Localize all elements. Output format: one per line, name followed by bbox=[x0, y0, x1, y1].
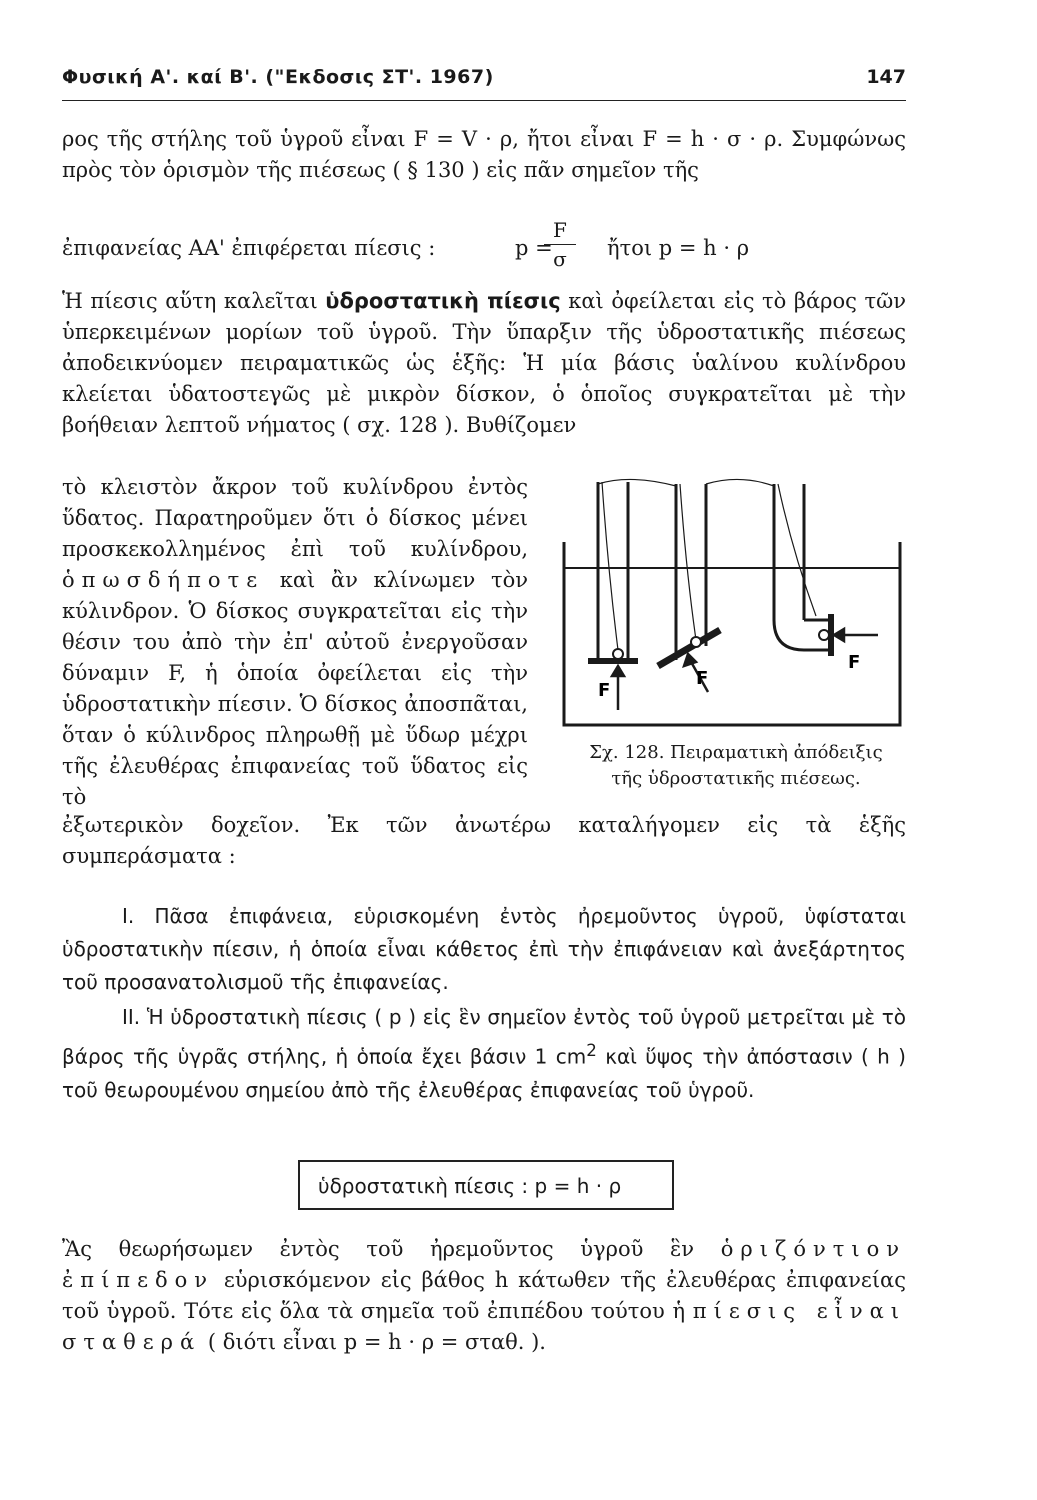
spaced-phrase-2: πίεσις εἶναι σταθερά bbox=[62, 1299, 906, 1354]
spaced-phrase-1: ὁριζόντιον ἐπίπεδον bbox=[62, 1237, 906, 1292]
term-hydrostatic-pressure: ὑδροστατικὴ πίεσις bbox=[325, 289, 561, 313]
paragraph-3 bbox=[62, 472, 528, 813]
paragraph-2-start: Ἡ πίεσις αὕτη καλεῖται bbox=[62, 289, 318, 313]
conclusion-2-end: καὶ ὕψος τὴν ἀπόστασιν ( h ) τοῦ θεωρουμένου σημείου ἀπὸ τῆς ἐλευθέρας ἐπιφανείας τοῦ ὑγροῦ. bbox=[62, 1044, 906, 1102]
figure-caption bbox=[556, 740, 916, 792]
thread-1 bbox=[602, 482, 618, 650]
thread-top-2 bbox=[706, 479, 774, 486]
paragraph-2 bbox=[62, 286, 906, 441]
force-arrow-3-head bbox=[834, 629, 844, 641]
force-arrow-2-head bbox=[684, 654, 696, 666]
pressure-formula bbox=[62, 218, 906, 278]
running-title: Φυσική Α'. καί Β'. ("Εκδοσις ΣΤ'. 1967) bbox=[62, 66, 494, 88]
fraction-bar bbox=[544, 244, 576, 245]
header-rule bbox=[62, 100, 906, 101]
paragraph-3-start: τὸ κλειστὸν ἄκρον τοῦ κυλίνδρου ἐντὸς ὕδατος. Παρατηροῦμεν ὅτι ὁ δίσκος μένει προσκεκολλημένος ἐπὶ τοῦ κυλίνδρου, bbox=[62, 475, 528, 561]
disk-3-knob bbox=[819, 630, 829, 640]
disk-1 bbox=[588, 658, 638, 664]
paragraph-3-rest: καὶ ἂν κλίνωμεν τὸν κύλινδρον. Ὁ δίσκος συγκρατεῖται εἰς τὴν θέσιν του ἀπὸ τὴν ἐπ' αὐτοῦ ἐνεργοῦσαν δύναμιν F, ἡ ὁποία ὀφείλεται εἰς τὴν ὑδροστατικὴν πίεσιν. Ὁ δίσκος ἀποσπᾶται, ὅταν ὁ κύλινδρος πληρωθῇ μὲ ὕδωρ μέχρι τῆς ἐλευθέρας ἐπιφανείας τοῦ ὕδατος εἰς τὸ bbox=[62, 568, 528, 809]
experiment-diagram bbox=[560, 470, 906, 738]
page-number: 147 bbox=[866, 66, 906, 88]
paragraph-2-rest: καὶ ὀφείλεται εἰς τὸ βάρος τῶν ὑπερκειμένων μορίων τοῦ ὑγροῦ. Τὴν ὕπαρξιν τῆς ὑδροστατικῆς πιέσεως ἀποδεικνύομεν πειραματικῶς ὡς ἑξῆς: Ἡ μία βάσις ὑαλίνου κυλίνδρου κλείεται ὑδατοστεγῶς μὲ μικρὸν δίσκον, ὁ ὁποῖος συγκρατεῖται μὲ τὴν βοήθειαν λεπτοῦ νήματος ( σχ. 128 ). Βυθίζομεν bbox=[62, 289, 906, 437]
formula-tail: ἤτοι p = h · ρ bbox=[607, 236, 750, 260]
paragraph-5-middle: εὑρισκόμενον εἰς βάθος h κάτωθεν τῆς ἐλευθέρας ἐπιφανείας τοῦ ὑγροῦ. Τότε εἰς ὅλα τὰ σημεῖα τοῦ ἐπιπέδου τούτου ἡ bbox=[62, 1268, 906, 1323]
figure-128 bbox=[560, 470, 906, 738]
force-label-1: F bbox=[598, 680, 611, 701]
thread-3 bbox=[778, 484, 816, 616]
formula-lead-text: ἐπιφανείας ΑΑ' ἐπιφέρεται πίεσις : bbox=[62, 236, 436, 260]
fraction-denominator: σ bbox=[553, 247, 567, 271]
vessel-outline bbox=[564, 542, 900, 725]
thread-top-1 bbox=[598, 479, 676, 486]
force-label-2: F bbox=[696, 668, 709, 689]
boxed-formula-text: ὑδροστατικὴ πίεσις : p = h · ρ bbox=[318, 1174, 622, 1198]
disk-1-knob bbox=[613, 649, 623, 659]
conclusions-list bbox=[62, 900, 906, 1109]
disk-2-knob bbox=[691, 637, 701, 647]
page-header bbox=[62, 66, 906, 96]
caption-line-1: Σχ. 128. Πειραματικὴ ἀπόδειξις bbox=[589, 742, 883, 763]
spaced-word: ὁπωσδήποτε bbox=[62, 568, 265, 592]
formula-p-equals: p = bbox=[515, 236, 553, 260]
paragraph-5-end: ( διότι εἶναι p = h · ρ = σταθ. ). bbox=[207, 1330, 546, 1354]
superscript-2: 2 bbox=[586, 1041, 597, 1060]
conclusion-2-start: II. Ἡ ὑδροστατικὴ πίεσις ( p ) εἰς ἓν σημεῖον ἐντὸς τοῦ ὑγροῦ μετρεῖται μὲ τὸ βάρος τῆς ὑγρᾶς στήλης, ἡ ὁποία ἔχει βάσιν 1 cm bbox=[62, 1005, 906, 1069]
fraction-numerator: F bbox=[553, 218, 567, 242]
conclusion-2 bbox=[62, 1001, 906, 1107]
boxed-formula bbox=[298, 1160, 674, 1210]
conclusion-1: I. Πᾶσα ἐπιφάνεια, εὑρισκομένη ἐντὸς ἠρεμοῦντος ὑγροῦ, ὑφίσταται ὑδροστατικὴν πίεσιν, ἡ ὁποία εἶναι κάθετος ἐπὶ τὴν ἐπιφάνειαν καὶ ἀνεξάρτητος τοῦ προσανατολισμοῦ τῆς ἐπιφανείας. bbox=[62, 904, 906, 994]
caption-line-2: τῆς ὑδροστατικῆς πιέσεως. bbox=[611, 768, 861, 789]
thread-2 bbox=[680, 484, 696, 640]
paragraph-5 bbox=[62, 1234, 906, 1358]
force-label-3: F bbox=[848, 652, 861, 673]
paragraph-5-start: Ἂς θεωρήσωμεν ἐντὸς τοῦ ἠρεμοῦντος ὑγροῦ ἓν bbox=[62, 1237, 695, 1261]
paragraph-4: ἐξωτερικὸν δοχεῖον. Ἐκ τῶν ἀνωτέρω καταλήγομεν εἰς τὰ ἑξῆς συμπεράσματα : bbox=[62, 813, 906, 868]
force-arrow-1-head bbox=[612, 666, 624, 676]
paragraph-1: ρος τῆς στήλης τοῦ ὑγροῦ εἶναι F = V · ρ, ἤτοι εἶναι F = h · σ · ρ. Συμφώνως πρὸς τὸν ὁρισμὸν τῆς πιέσεως ( § 130 ) εἰς πᾶν σημεῖον τῆς bbox=[62, 127, 906, 182]
fraction bbox=[544, 218, 576, 271]
